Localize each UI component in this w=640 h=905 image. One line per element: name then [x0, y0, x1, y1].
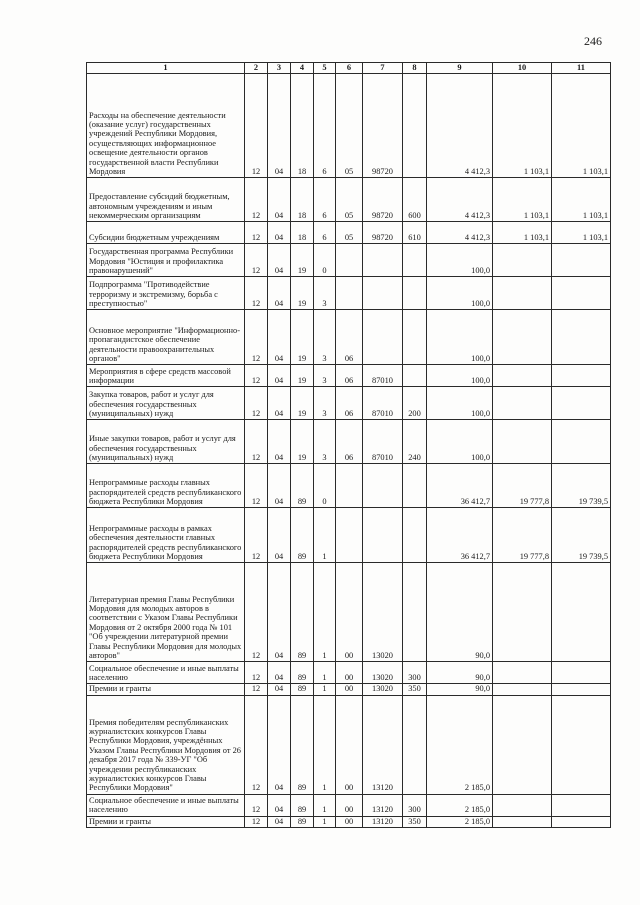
- subsection-cell: 04: [268, 794, 291, 816]
- direction-cell: [363, 244, 403, 277]
- section-cell: 12: [245, 178, 268, 222]
- subprogram-cell: 1: [314, 794, 336, 816]
- section-cell: 12: [245, 310, 268, 365]
- row-name-cell: Мероприятия в сфере средств массовой информации: [87, 365, 245, 387]
- direction-cell: 13020: [363, 563, 403, 662]
- subprogram-cell: 1: [314, 695, 336, 794]
- subsection-cell: 04: [268, 387, 291, 420]
- amount-year-1-cell: 2 185,0: [427, 816, 493, 827]
- section-cell: 12: [245, 794, 268, 816]
- amount-year-2-cell: [493, 662, 552, 684]
- expense-type-cell: [403, 74, 427, 178]
- column-header: 7: [363, 63, 403, 74]
- section-cell: 12: [245, 244, 268, 277]
- table-row: [87, 563, 611, 662]
- table-row: [87, 684, 611, 695]
- program-cell: 89: [291, 464, 314, 508]
- expense-type-cell: 300: [403, 794, 427, 816]
- amount-year-2-cell: [493, 244, 552, 277]
- amount-year-2-cell: [493, 277, 552, 310]
- subsection-cell: 04: [268, 662, 291, 684]
- program-cell: 19: [291, 420, 314, 464]
- activity-cell: [336, 508, 363, 563]
- column-header: 2: [245, 63, 268, 74]
- program-cell: 19: [291, 310, 314, 365]
- amount-year-1-cell: 4 412,3: [427, 74, 493, 178]
- amount-year-2-cell: [493, 310, 552, 365]
- subsection-cell: 04: [268, 222, 291, 244]
- subsection-cell: 04: [268, 508, 291, 563]
- activity-cell: 00: [336, 794, 363, 816]
- table-row: [87, 387, 611, 420]
- section-cell: 12: [245, 387, 268, 420]
- section-cell: 12: [245, 695, 268, 794]
- column-header: 4: [291, 63, 314, 74]
- expense-type-cell: 350: [403, 684, 427, 695]
- subsection-cell: 04: [268, 695, 291, 794]
- subprogram-cell: 3: [314, 277, 336, 310]
- row-name-cell: Премия победителям республиканских журналистских конкурсов Главы Республики Мордовия, учреждённых Указом Главы Республики Мордовия от 26 декабря 2017 года № 339-УГ "Об учреждении республиканских журналистских конкурсов Главы Республики Мордовия": [87, 695, 245, 794]
- header-row: [87, 63, 611, 74]
- amount-year-3-cell: [552, 794, 611, 816]
- subsection-cell: 04: [268, 684, 291, 695]
- activity-cell: 06: [336, 365, 363, 387]
- amount-year-1-cell: 100,0: [427, 244, 493, 277]
- amount-year-1-cell: 36 412,7: [427, 464, 493, 508]
- activity-cell: 00: [336, 695, 363, 794]
- subprogram-cell: 1: [314, 508, 336, 563]
- row-name-cell: Непрограммные расходы в рамках обеспечения деятельности главных распорядителей средств республиканского бюджета Республики Мордовия: [87, 508, 245, 563]
- activity-cell: 05: [336, 74, 363, 178]
- expense-type-cell: [403, 563, 427, 662]
- column-header: 1: [87, 63, 245, 74]
- direction-cell: 13120: [363, 695, 403, 794]
- amount-year-3-cell: [552, 244, 611, 277]
- expense-type-cell: [403, 464, 427, 508]
- expense-type-cell: [403, 365, 427, 387]
- program-cell: 89: [291, 662, 314, 684]
- column-header: 5: [314, 63, 336, 74]
- table-row: [87, 695, 611, 794]
- program-cell: 89: [291, 508, 314, 563]
- activity-cell: 00: [336, 684, 363, 695]
- program-cell: 19: [291, 244, 314, 277]
- amount-year-2-cell: [493, 365, 552, 387]
- direction-cell: 98720: [363, 222, 403, 244]
- direction-cell: 98720: [363, 74, 403, 178]
- subsection-cell: 04: [268, 277, 291, 310]
- program-cell: 18: [291, 222, 314, 244]
- row-name-cell: Субсидии бюджетным учреждениям: [87, 222, 245, 244]
- expense-type-cell: [403, 310, 427, 365]
- subprogram-cell: 3: [314, 387, 336, 420]
- amount-year-2-cell: 1 103,1: [493, 74, 552, 178]
- amount-year-2-cell: [493, 695, 552, 794]
- activity-cell: 00: [336, 662, 363, 684]
- direction-cell: 13120: [363, 794, 403, 816]
- table-row: [87, 178, 611, 222]
- subsection-cell: 04: [268, 816, 291, 827]
- amount-year-1-cell: 100,0: [427, 365, 493, 387]
- subsection-cell: 04: [268, 178, 291, 222]
- direction-cell: 13020: [363, 662, 403, 684]
- amount-year-1-cell: 100,0: [427, 277, 493, 310]
- column-header: 9: [427, 63, 493, 74]
- section-cell: 12: [245, 365, 268, 387]
- activity-cell: 00: [336, 563, 363, 662]
- table-row: [87, 365, 611, 387]
- subprogram-cell: 6: [314, 178, 336, 222]
- row-name-cell: Расходы на обеспечение деятельности (оказание услуг) государственных учреждений Республики Мордовия, осуществляющих информационное освещение деятельности органов государственной власти Республики Мордовия: [87, 74, 245, 178]
- program-cell: 18: [291, 178, 314, 222]
- program-cell: 89: [291, 695, 314, 794]
- direction-cell: [363, 464, 403, 508]
- expense-type-cell: 600: [403, 178, 427, 222]
- activity-cell: 00: [336, 816, 363, 827]
- table-row: [87, 464, 611, 508]
- section-cell: 12: [245, 563, 268, 662]
- activity-cell: 06: [336, 387, 363, 420]
- row-name-cell: Предоставление субсидий бюджетным, автономным учреждениям и иным некоммерческим организациям: [87, 178, 245, 222]
- direction-cell: 87010: [363, 387, 403, 420]
- direction-cell: 98720: [363, 178, 403, 222]
- section-cell: 12: [245, 222, 268, 244]
- expense-type-cell: 610: [403, 222, 427, 244]
- amount-year-3-cell: [552, 816, 611, 827]
- amount-year-2-cell: 1 103,1: [493, 222, 552, 244]
- expense-type-cell: 300: [403, 662, 427, 684]
- amount-year-3-cell: [552, 695, 611, 794]
- subprogram-cell: 1: [314, 662, 336, 684]
- budget-table: [86, 62, 611, 828]
- subsection-cell: 04: [268, 244, 291, 277]
- row-name-cell: Иные закупки товаров, работ и услуг для обеспечения государственных (муниципальных) нужд: [87, 420, 245, 464]
- row-name-cell: Социальное обеспечение и иные выплаты населению: [87, 794, 245, 816]
- row-name-cell: Премии и гранты: [87, 816, 245, 827]
- amount-year-2-cell: [493, 794, 552, 816]
- row-name-cell: Непрограммные расходы главных распорядителей средств республиканского бюджета Республики Мордовия: [87, 464, 245, 508]
- activity-cell: 05: [336, 178, 363, 222]
- section-cell: 12: [245, 277, 268, 310]
- direction-cell: 87010: [363, 365, 403, 387]
- amount-year-1-cell: 2 185,0: [427, 695, 493, 794]
- table-row: [87, 816, 611, 827]
- section-cell: 12: [245, 420, 268, 464]
- section-cell: 12: [245, 74, 268, 178]
- subsection-cell: 04: [268, 420, 291, 464]
- amount-year-2-cell: [493, 387, 552, 420]
- program-cell: 89: [291, 563, 314, 662]
- subprogram-cell: 6: [314, 74, 336, 178]
- activity-cell: 06: [336, 310, 363, 365]
- section-cell: 12: [245, 464, 268, 508]
- amount-year-3-cell: 19 739,5: [552, 464, 611, 508]
- row-name-cell: Государственная программа Республики Мордовия "Юстиция и профилактика правонарушений": [87, 244, 245, 277]
- subsection-cell: 04: [268, 365, 291, 387]
- activity-cell: [336, 464, 363, 508]
- section-cell: 12: [245, 816, 268, 827]
- direction-cell: 87010: [363, 420, 403, 464]
- column-header: 11: [552, 63, 611, 74]
- program-cell: 19: [291, 277, 314, 310]
- subprogram-cell: 0: [314, 464, 336, 508]
- amount-year-3-cell: [552, 563, 611, 662]
- table-row: [87, 662, 611, 684]
- section-cell: 12: [245, 684, 268, 695]
- amount-year-3-cell: [552, 277, 611, 310]
- amount-year-2-cell: [493, 816, 552, 827]
- subsection-cell: 04: [268, 310, 291, 365]
- table-row: [87, 794, 611, 816]
- direction-cell: [363, 277, 403, 310]
- activity-cell: [336, 244, 363, 277]
- direction-cell: [363, 310, 403, 365]
- amount-year-1-cell: 90,0: [427, 662, 493, 684]
- program-cell: 89: [291, 684, 314, 695]
- row-name-cell: Литературная премия Главы Республики Мордовия для молодых авторов в соответствии с Указом Главы Республики Мордовия от 2 октября 2000 года № 101 "Об учреждении литературной премии Главы Республики Мордовия для молодых авторов": [87, 563, 245, 662]
- amount-year-3-cell: [552, 387, 611, 420]
- amount-year-3-cell: 1 103,1: [552, 178, 611, 222]
- program-cell: 19: [291, 387, 314, 420]
- column-header: 6: [336, 63, 363, 74]
- amount-year-1-cell: 4 412,3: [427, 222, 493, 244]
- program-cell: 19: [291, 365, 314, 387]
- amount-year-3-cell: [552, 684, 611, 695]
- subprogram-cell: 3: [314, 365, 336, 387]
- amount-year-1-cell: 2 185,0: [427, 794, 493, 816]
- direction-cell: 13120: [363, 816, 403, 827]
- amount-year-1-cell: 100,0: [427, 310, 493, 365]
- amount-year-2-cell: 19 777,8: [493, 508, 552, 563]
- amount-year-2-cell: 1 103,1: [493, 178, 552, 222]
- program-cell: 18: [291, 74, 314, 178]
- amount-year-3-cell: [552, 662, 611, 684]
- table-row: [87, 244, 611, 277]
- subprogram-cell: 3: [314, 310, 336, 365]
- amount-year-1-cell: 100,0: [427, 387, 493, 420]
- amount-year-1-cell: 100,0: [427, 420, 493, 464]
- amount-year-3-cell: 19 739,5: [552, 508, 611, 563]
- subprogram-cell: 1: [314, 563, 336, 662]
- amount-year-2-cell: 19 777,8: [493, 464, 552, 508]
- page-number: 246: [584, 34, 602, 48]
- expense-type-cell: 240: [403, 420, 427, 464]
- row-name-cell: Премии и гранты: [87, 684, 245, 695]
- amount-year-1-cell: 90,0: [427, 563, 493, 662]
- table-row: [87, 420, 611, 464]
- amount-year-1-cell: 90,0: [427, 684, 493, 695]
- expense-type-cell: [403, 695, 427, 794]
- expense-type-cell: [403, 277, 427, 310]
- direction-cell: 13020: [363, 684, 403, 695]
- expense-type-cell: [403, 508, 427, 563]
- activity-cell: [336, 277, 363, 310]
- amount-year-1-cell: 4 412,3: [427, 178, 493, 222]
- column-header: 10: [493, 63, 552, 74]
- column-header: 8: [403, 63, 427, 74]
- expense-type-cell: 200: [403, 387, 427, 420]
- subsection-cell: 04: [268, 563, 291, 662]
- amount-year-3-cell: [552, 365, 611, 387]
- amount-year-2-cell: [493, 684, 552, 695]
- column-header: 3: [268, 63, 291, 74]
- direction-cell: [363, 508, 403, 563]
- table-row: [87, 74, 611, 178]
- table-row: [87, 277, 611, 310]
- row-name-cell: Социальное обеспечение и иные выплаты населению: [87, 662, 245, 684]
- subsection-cell: 04: [268, 464, 291, 508]
- activity-cell: 06: [336, 420, 363, 464]
- expense-type-cell: [403, 244, 427, 277]
- program-cell: 89: [291, 816, 314, 827]
- row-name-cell: Подпрограмма "Противодействие терроризму и экстремизму, борьба с преступностью": [87, 277, 245, 310]
- section-cell: 12: [245, 662, 268, 684]
- subprogram-cell: 3: [314, 420, 336, 464]
- subprogram-cell: 1: [314, 684, 336, 695]
- program-cell: 89: [291, 794, 314, 816]
- section-cell: 12: [245, 508, 268, 563]
- amount-year-2-cell: [493, 420, 552, 464]
- amount-year-3-cell: 1 103,1: [552, 74, 611, 178]
- table-row: [87, 508, 611, 563]
- subsection-cell: 04: [268, 74, 291, 178]
- subprogram-cell: 1: [314, 816, 336, 827]
- table-row: [87, 310, 611, 365]
- amount-year-3-cell: [552, 310, 611, 365]
- table-row: [87, 222, 611, 244]
- amount-year-2-cell: [493, 563, 552, 662]
- row-name-cell: Основное мероприятие "Информационно-пропагандистское обеспечение деятельности правоохранительных органов": [87, 310, 245, 365]
- table-body: [87, 74, 611, 828]
- subprogram-cell: 0: [314, 244, 336, 277]
- expense-type-cell: 350: [403, 816, 427, 827]
- row-name-cell: Закупка товаров, работ и услуг для обеспечения государственных (муниципальных) нужд: [87, 387, 245, 420]
- subprogram-cell: 6: [314, 222, 336, 244]
- amount-year-3-cell: 1 103,1: [552, 222, 611, 244]
- amount-year-1-cell: 36 412,7: [427, 508, 493, 563]
- activity-cell: 05: [336, 222, 363, 244]
- amount-year-3-cell: [552, 420, 611, 464]
